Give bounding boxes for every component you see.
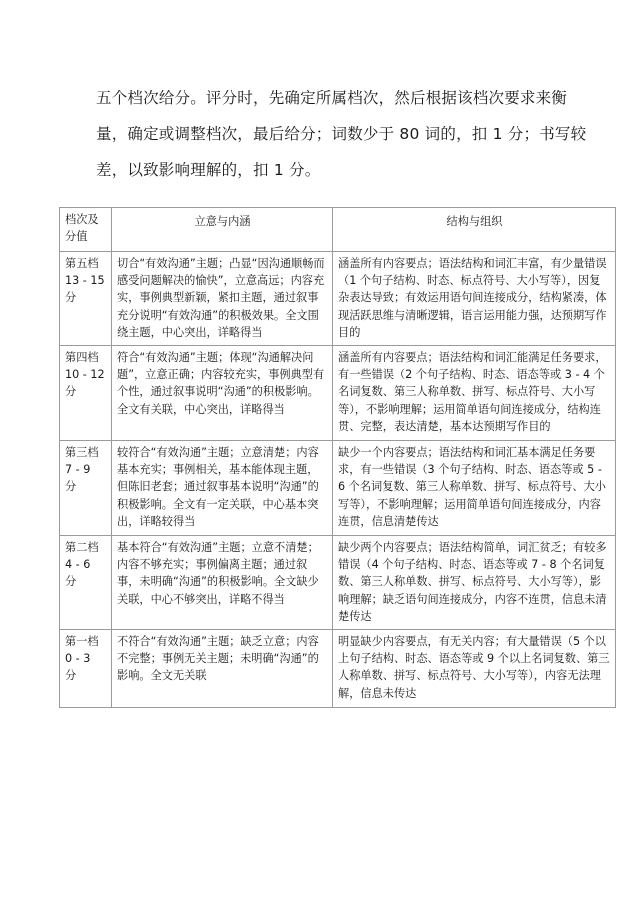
table-row [60,252,616,346]
level-score-with-unit [65,556,107,590]
table-header-row [60,208,616,252]
header-level [60,208,112,252]
level-name: 第三档 [65,446,99,460]
level-name: 第五档 [65,257,99,270]
table-row [60,536,616,630]
structure-cell: 涵盖所有内容要点；语法结构和词汇丰富，有少量错误（1 个句子结构、时态、标点符号、大小写等），因复杂表达导致；有效运用语句间连接成分，结构紧凑，体现活跃思维与清晰逻辑，语言运用能力强，达预期写作目的 [333,252,616,346]
content-cell: 切合“有效沟通”主题；凸显“因沟通顺畅而感受问题解决的愉快”，立意高远；内容充实，事例典型新颖，紧扣主题，通过叙事充分说明“有效沟通”的积极效果。全文围绕主题，中心突出，详略得当 [112,252,333,346]
content-cell: 符合“有效沟通”主题；体现“沟通解决问题”，立意正确；内容较充实，事例典型有个性，通过叙事说明“沟通”的积极影响。全文有关联，中心突出，详略得当 [112,346,333,441]
level-score-with-unit [65,650,107,684]
structure-cell: 明显缺少内容要点，有无关内容；有大量错误（5 个以上句子结构、时态、语态等或 9 个以上名词复数、第三人称单数、拼写、标点符号、大小写等），内容无法理解，信息未传达 [333,630,616,708]
intro-paragraph [96,80,587,188]
level-score: 4 - 6 [65,558,91,572]
header-level-line-1: 档次及 [65,213,99,226]
table-row [60,346,616,441]
level-unit: 分 [65,291,77,305]
intro-line-2: 量，确定或调整档次，最后给分；词数少于 80 词的，扣 1 分；书写较 [96,125,587,143]
level-score-with-unit [65,461,107,495]
level-unit: 分 [65,575,77,589]
level-unit: 分 [65,480,77,494]
content-cell: 较符合“有效沟通”主题；立意清楚；内容基本充实；事例相关，基本能体现主题，但陈旧老套；通过叙事基本说明“沟通”的积极影响。全文有一定关联，中心基本突出，详略较得当 [112,441,333,536]
header-level-line-2: 分值 [65,230,88,244]
table-row [60,441,616,536]
structure-cell: 涵盖所有内容要点；语法结构和词汇能满足任务要求，有一些错误（2 个句子结构、时态、语态等或 3 - 4 个名词复数、第三人称单数、拼写、标点符号、大小写等），不影响理解；运用简单语句间连接成分，结构连贯、完整，表达清楚，基本达预期写作目的 [333,346,616,441]
level-cell [60,630,112,708]
intro-line-1: 五个档次给分。评分时，先确定所属档次，然后根据该档次要求来衡 [96,89,568,107]
level-name: 第二档 [65,541,99,555]
level-score: 10 - 12 [65,368,105,382]
level-score: 7 - 9 [65,463,91,477]
header-structure: 结构与组织 [333,208,616,252]
level-cell [60,346,112,441]
level-name: 第一档 [65,635,99,649]
level-cell [60,441,112,536]
level-unit: 分 [65,385,77,399]
content-cell: 不符合“有效沟通”主题；缺乏立意；内容不完整；事例无关主题；未明确“沟通”的影响。全文无关联 [112,630,333,708]
table-row [60,630,616,708]
level-cell [60,536,112,630]
level-name: 第四档 [65,351,99,365]
scoring-rubric-table [59,207,616,708]
structure-cell: 缺少一个内容要点；语法结构和词汇基本满足任务要求，有一些错误（3 个句子结构、时态、语态等或 5 - 6 个名词复数、第三人称单数、拼写、标点符号、大小写等），不影响理解；运用简单语句间连接成分，内容连贯，信息清楚传达 [333,441,616,536]
level-cell [60,252,112,346]
level-score: 0 - 3 [65,652,91,666]
content-cell: 基本符合“有效沟通”主题；立意不清楚；内容不够充实；事例偏离主题；通过叙事，未明确“沟通”的积极影响。全文缺少关联，中心不够突出，详略不得当 [112,536,333,630]
level-score: 13 - 15 [65,274,105,288]
intro-line-3: 差，以致影响理解的，扣 1 分。 [96,161,321,179]
structure-cell: 缺少两个内容要点；语法结构简单，词汇贫乏；有较多错误（4 个句子结构、时态、语态等或 7 - 8 个名词复数、第三人称单数、拼写、标点符号、大小写等），影响理解；缺乏语句间连接成分，内容不连贯，信息未清楚传达 [333,536,616,630]
header-content: 立意与内涵 [112,208,333,252]
level-unit: 分 [65,669,77,683]
